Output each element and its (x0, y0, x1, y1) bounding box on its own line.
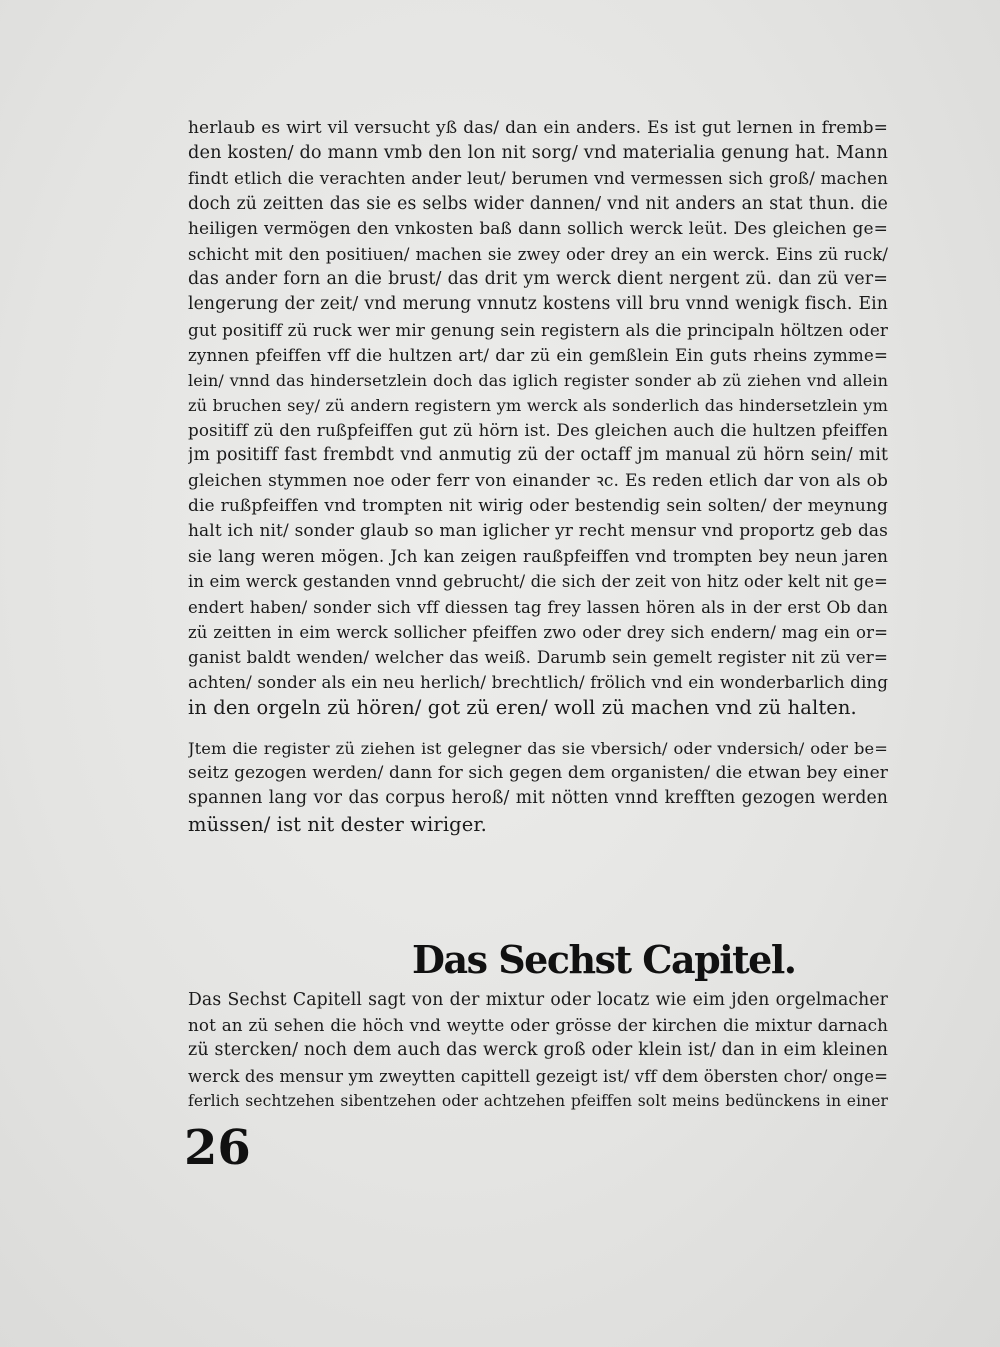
text-line: positiff zü den rußpfeiffen gut zü hörn ist. Des gleichen auch die hultzen pfeiffen (188, 420, 888, 441)
text-line: zynnen pfeiffen vff die hultzen art/ dar zü ein gemßlein Ein guts rheins zymme= (188, 344, 888, 365)
text-line: müssen/ ist nit dester wiriger. (188, 812, 487, 836)
text-line: Jtem die register zü ziehen ist gelegner das sie vbersich/ oder vndersich/ oder be= (188, 739, 888, 758)
text-line: jm positiff fast frembdt vnd anmutig zü der octaff jm manual zü hörn sein/ mit (188, 445, 888, 466)
chapter-heading: Das Sechst Capitel. (412, 937, 796, 982)
text-line: das ander forn an die brust/ das drit ym werck dient nergent zü. dan zü ver= (188, 269, 888, 290)
text-line: achten/ sonder als ein neu herlich/ brechtlich/ frölich vnd ein wonderbarlich ding (188, 672, 888, 693)
text-line: heiligen vermögen den vnkosten baß dann sollich werck leüt. Des gleichen ge= (188, 218, 888, 239)
paragraph-registers (188, 116, 888, 721)
text-line: schicht mit den positiuen/ machen sie zwey oder drey an ein werck. Eins zü ruck/ (188, 244, 888, 264)
text-line: den kosten/ do mann vmb den lon nit sorg/ vnd materialia genung hat. Mann (188, 143, 888, 164)
text-line: spannen lang vor das corpus heroß/ mit nötten vnnd krefften gezogen werden (188, 788, 888, 809)
text-line: die rußpfeiffen vnd trompten nit wirig oder bestendig sein solten/ der meynung (188, 495, 888, 516)
text-line: gut positiff zü ruck wer mir genung sein registern als die principaln höltzen oder (188, 319, 888, 340)
text-line: lein/ vnnd das hindersetzlein doch das iglich register sonder ab zü ziehen vnd allein (188, 370, 888, 390)
text-line: endert haben/ sonder sich vff diessen tag frey lassen hören als in der erst Ob dan (188, 597, 888, 617)
page-number: 26 (184, 1120, 251, 1176)
text-line: halt ich nit/ sonder glaub so man iglicher yr recht mensur vnd proportz geb das (188, 521, 888, 541)
text-line: gleichen stymmen noe oder ferr von einander ꝛc. Es reden etlich dar von als ob (188, 470, 888, 491)
text-line: ganist baldt wenden/ welcher das weiß. Darumb sein gemelt register nit zü ver= (188, 646, 888, 667)
text-line: seitz gezogen werden/ dann for sich gegen dem organisten/ die etwan bey einer (188, 763, 888, 784)
text-line: sie lang weren mögen. Jch kan zeigen raußpfeiffen vnd trompten bey neun jaren (188, 546, 888, 567)
text-line: zü zeitten in eim werck sollicher pfeiffen zwo oder drey sich endern/ mag ein or= (188, 622, 888, 642)
text-line: herlaub es wirt vil versucht yß das/ dan ein anders. Es ist gut lernen in fremb= (188, 118, 888, 138)
text-line: ferlich sechtzehen sibentzehen oder achtzehen pfeiffen solt meins bedünckens in einer (188, 1091, 888, 1110)
text-line: zü bruchen sey/ zü andern registern ym werck als sonderlich das hindersetzlein ym (188, 396, 888, 416)
text-line: findt etlich die verachten ander leut/ berumen vnd vermessen sich groß/ machen (188, 168, 888, 189)
paragraph-chapter-six (188, 988, 888, 1114)
text-line: doch zü zeitten das sie es selbs wider dannen/ vnd nit anders an stat thun. die (188, 193, 888, 214)
text-line: lengerung der zeit/ vnd merung vnnutz kostens vill bru vnnd wenigk fisch. Ein (188, 294, 888, 315)
text-line: in den orgeln zü hören/ got zü eren/ woll zü machen vnd zü halten. (188, 696, 857, 720)
text-line: not an zü sehen die höch vnd weytte oder grösse der kirchen die mixtur darnach (188, 1015, 888, 1036)
text-line: Das Sechst Capitell sagt von der mixtur oder locatz wie eim jden orgelmacher (188, 990, 888, 1010)
paragraph-pulling-registers (188, 736, 888, 837)
text-line: zü stercken/ noch dem auch das werck groß oder klein ist/ dan in eim kleinen (188, 1040, 888, 1061)
text-line: in eim werck gestanden vnnd gebrucht/ die sich der zeit von hitz oder kelt nit ge= (188, 572, 888, 592)
text-line: werck des mensur ym zweytten capittell gezeigt ist/ vff dem öbersten chor/ onge= (188, 1066, 888, 1086)
